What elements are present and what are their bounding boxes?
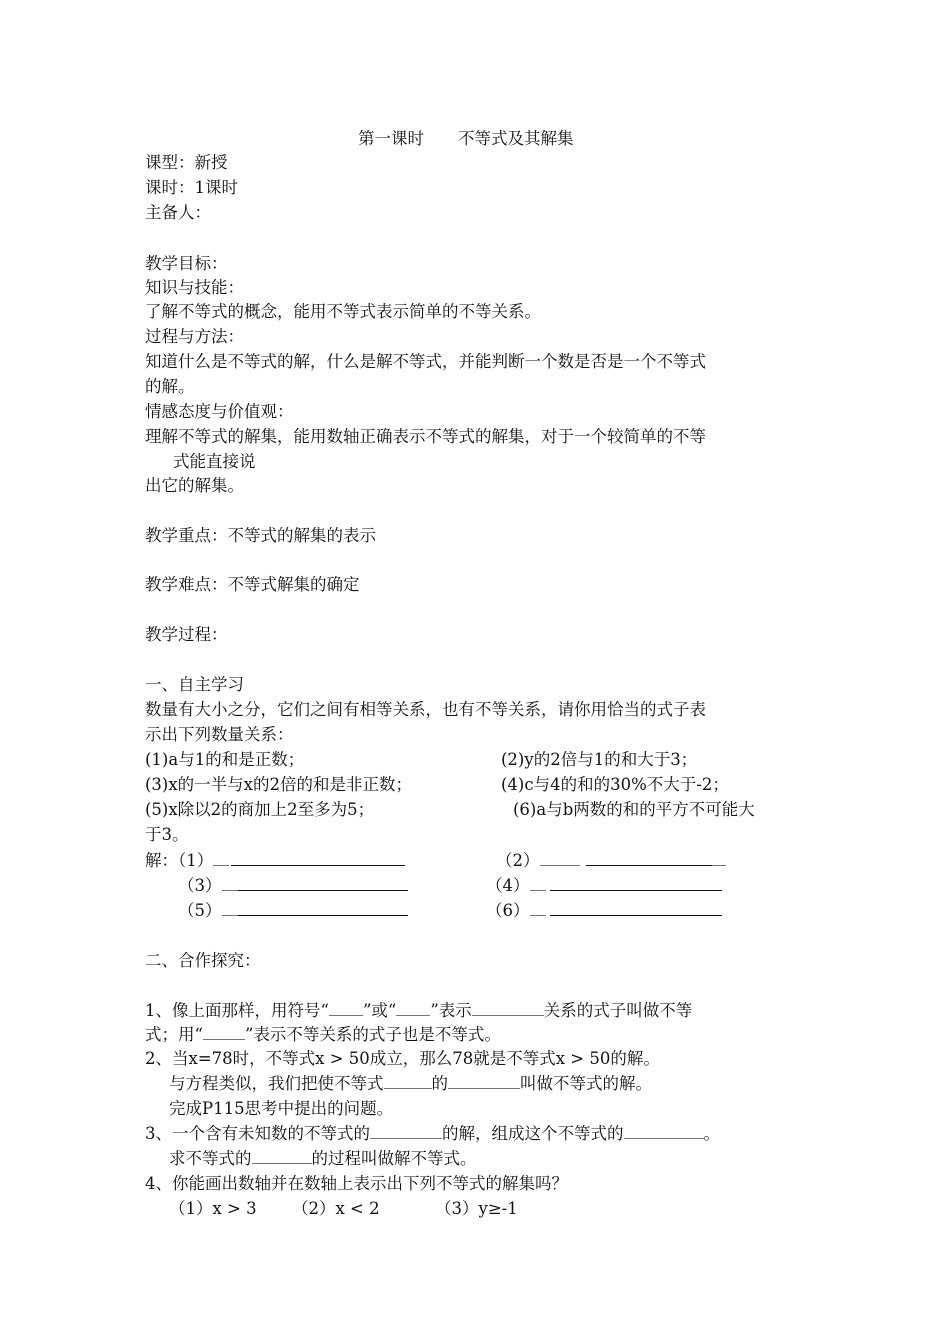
objectives-heading: 教学目标： bbox=[145, 254, 228, 273]
q1-blank-relation[interactable] bbox=[472, 999, 544, 1016]
key-point: 教学重点：不等式的解集的表示 bbox=[145, 526, 376, 545]
emotion-text-2: 式能直接说 bbox=[173, 452, 256, 471]
answer-row-2 bbox=[496, 849, 726, 873]
answer-5-blank[interactable] bbox=[238, 899, 408, 916]
q3-line-2 bbox=[169, 1147, 477, 1171]
answer-4-blank[interactable] bbox=[550, 874, 722, 891]
section1-heading: 一、自主学习 bbox=[145, 675, 244, 694]
q2-text-a: 与方程类似，我们把使不等式 bbox=[169, 1074, 384, 1093]
knowledge-heading: 知识与技能： bbox=[145, 278, 244, 297]
q1-line-2 bbox=[145, 1023, 501, 1047]
answer-4-lead bbox=[530, 874, 546, 891]
document-page bbox=[145, 0, 810, 1344]
answer-6-label: （6） bbox=[486, 901, 530, 920]
answer-1-label: （1） bbox=[178, 851, 214, 870]
q3-blank-2[interactable] bbox=[624, 1122, 704, 1139]
emotion-text-3: 出它的解集。 bbox=[145, 476, 244, 495]
q1-text-c: ”表示 bbox=[430, 1001, 472, 1020]
answer-label: 解： bbox=[145, 851, 178, 870]
process-method-text-1: 知道什么是不等式的解，什么是解不等式，并能判断一个数是否是一个不等式 bbox=[145, 352, 706, 371]
relation-item-4: (4)c与4的和的30%不大于-2； bbox=[501, 775, 729, 794]
q3-blank-3[interactable] bbox=[252, 1147, 312, 1164]
answer-2-blank[interactable] bbox=[586, 849, 712, 866]
answer-6-blank[interactable] bbox=[550, 899, 722, 916]
title-topic: 不等式及其解集 bbox=[458, 129, 574, 148]
q3-text-c: 。 bbox=[703, 1124, 720, 1143]
answer-5-label: （5） bbox=[178, 901, 222, 920]
lesson-preparer: 主备人： bbox=[145, 203, 211, 222]
answer-row-5 bbox=[178, 899, 408, 923]
answer-row-1 bbox=[145, 849, 405, 873]
q2-blank-1[interactable] bbox=[384, 1072, 432, 1089]
q2-blank-2[interactable] bbox=[448, 1072, 520, 1089]
q1-blank-symbol-2[interactable] bbox=[396, 999, 430, 1016]
q4-item-2: （2）x < 2 bbox=[292, 1199, 380, 1218]
answer-2-tail bbox=[712, 849, 726, 866]
q2-text-b: 的 bbox=[431, 1074, 448, 1093]
answer-3-lead bbox=[222, 874, 238, 891]
q4-item-1: （1）x > 3 bbox=[169, 1199, 257, 1218]
lesson-type: 课型：新授 bbox=[145, 153, 228, 172]
q2-line-3: 完成P115思考中提出的问题。 bbox=[169, 1099, 394, 1118]
q2-line-2 bbox=[169, 1072, 652, 1096]
relation-item-6-cont: 于3。 bbox=[145, 825, 189, 844]
q3-text-e: 的过程叫做解不等式。 bbox=[311, 1149, 477, 1168]
section1-intro-2: 示出下列数量关系： bbox=[145, 725, 294, 744]
q1-text-f: ”表示不等关系的式子也是不等式。 bbox=[244, 1025, 501, 1044]
q1-blank-symbol-1[interactable] bbox=[329, 999, 363, 1016]
section2-heading: 二、合作探究： bbox=[145, 951, 261, 970]
q2-text-c: 叫做不等式的解。 bbox=[520, 1074, 652, 1093]
document-title bbox=[358, 127, 574, 151]
q3-text-a: 3、一个含有未知数的不等式的 bbox=[145, 1124, 370, 1143]
answer-row-3 bbox=[178, 874, 408, 898]
q1-text-b: ”或“ bbox=[362, 1001, 397, 1020]
emotion-heading: 情感态度与价值观： bbox=[145, 402, 294, 421]
q4-item-3: （3）y≥-1 bbox=[435, 1199, 518, 1218]
emotion-text-1: 理解不等式的解集，能用数轴正确表示不等式的解集，对于一个较简单的不等 bbox=[145, 427, 706, 446]
q2-line-1: 2、当x=78时，不等式x > 50成立，那么78就是不等式x > 50的解。 bbox=[145, 1049, 660, 1068]
answer-2-label: （2） bbox=[496, 851, 540, 870]
relation-item-3: (3)x的一半与x的2倍的和是非正数； bbox=[145, 775, 412, 794]
answer-4-label: （4） bbox=[486, 876, 530, 895]
q1-text-e: 式；用“ bbox=[145, 1025, 203, 1044]
relation-item-6: (6)a与b两数的和的平方不可能大 bbox=[513, 800, 755, 819]
q3-line-1 bbox=[145, 1122, 720, 1146]
q3-text-d: 求不等式的 bbox=[169, 1149, 252, 1168]
q3-blank-1[interactable] bbox=[370, 1122, 442, 1139]
q1-text-a: 1、像上面那样，用符号“ bbox=[145, 1001, 329, 1020]
answer-2-lead bbox=[540, 849, 580, 866]
q1-blank-symbol-3[interactable] bbox=[203, 1023, 245, 1040]
relation-item-1: (1)a与1的和是正数； bbox=[145, 750, 305, 769]
answer-1-lead bbox=[213, 849, 229, 866]
answer-row-6 bbox=[486, 899, 722, 923]
answer-5-lead bbox=[222, 899, 238, 916]
process-heading: 教学过程： bbox=[145, 625, 228, 644]
answer-row-4 bbox=[486, 874, 722, 898]
process-method-heading: 过程与方法： bbox=[145, 327, 244, 346]
lesson-hours: 课时：1课时 bbox=[145, 178, 238, 197]
knowledge-text: 了解不等式的概念，能用不等式表示简单的不等关系。 bbox=[145, 302, 541, 321]
answer-3-blank[interactable] bbox=[238, 874, 408, 891]
relation-item-2: (2)y的2倍与1的和大于3； bbox=[501, 750, 698, 769]
q4-line: 4、你能画出数轴并在数轴上表示出下列不等式的解集吗？ bbox=[145, 1174, 568, 1193]
q1-line-1 bbox=[145, 999, 692, 1023]
answer-6-lead bbox=[530, 899, 546, 916]
answer-1-blank[interactable] bbox=[231, 849, 405, 866]
title-lesson: 第一课时 bbox=[358, 129, 424, 148]
section1-intro-1: 数量有大小之分，它们之间有相等关系，也有不等关系，请你用恰当的式子表 bbox=[145, 700, 706, 719]
q1-text-d: 关系的式子叫做不等 bbox=[543, 1001, 693, 1020]
answer-3-label: （3） bbox=[178, 876, 222, 895]
relation-item-5: (5)x除以2的商加上2至多为5； bbox=[145, 800, 375, 819]
process-method-text-2: 的解。 bbox=[145, 377, 195, 396]
q3-text-b: 的解，组成这个不等式的 bbox=[442, 1124, 624, 1143]
difficulty: 教学难点：不等式解集的确定 bbox=[145, 575, 360, 594]
